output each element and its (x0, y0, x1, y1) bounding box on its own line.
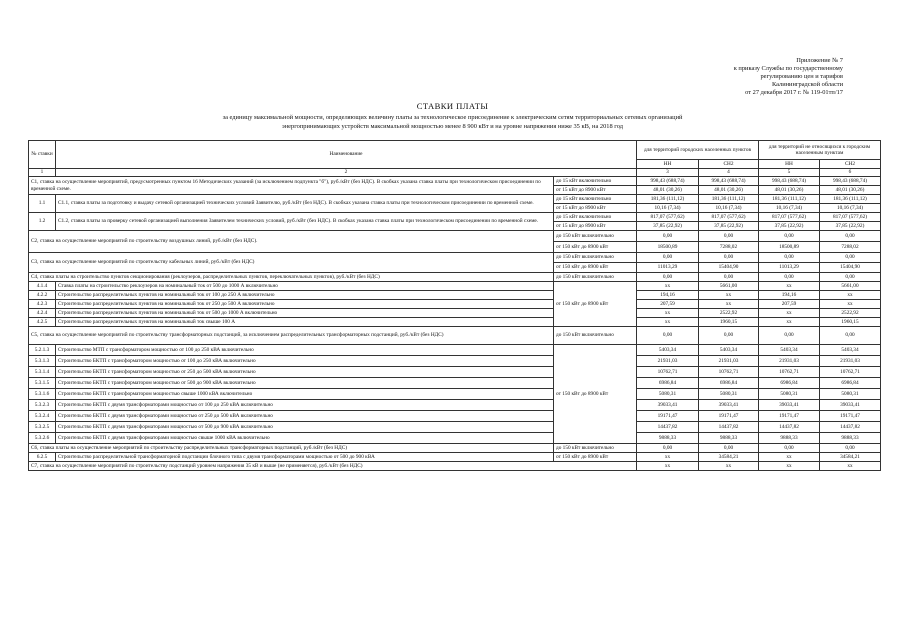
range-cell: до 15 кВт включительно (554, 213, 637, 222)
value-cell: 0,00 (759, 253, 820, 263)
value-cell: 39033,41 (759, 400, 820, 411)
value-cell: 817,07 (577,62) (820, 213, 881, 222)
value-cell: 19171,47 (759, 411, 820, 422)
range-cell: от 15 кВт до 8900 кВт (554, 186, 637, 195)
value-cell: 5080,31 (637, 389, 699, 400)
value-cell: 0,00 (637, 327, 699, 345)
value-cell: 10762,71 (759, 367, 820, 378)
sub-name: Строительство БКТП с двумя трансформаторами мощностью от 250 до 500 кВА включительно (56, 411, 554, 422)
sub-number: 5.3.1.6 (29, 389, 56, 400)
rates-table (28, 140, 881, 471)
range-cell: до 150 кВт включительно (554, 253, 637, 263)
value-cell: 0,00 (637, 231, 699, 242)
value-cell: 998,43 (688,74) (637, 177, 699, 186)
sub-number: 5.3.2.3 (29, 400, 56, 411)
sub-number: 5.2.1.3 (29, 345, 56, 356)
value-cell: 181,36 (111,12) (820, 195, 881, 204)
value-cell: 48,01 (30,26) (759, 186, 820, 195)
value-cell: 0,00 (820, 327, 881, 345)
range-cell: от 150 кВт до 8900 кВт (554, 282, 637, 327)
header-number: № ставки (29, 141, 56, 169)
value-cell: 19171,47 (820, 411, 881, 422)
value-cell: 0,00 (820, 231, 881, 242)
value-cell: 48,01 (30,26) (820, 186, 881, 195)
sub-name: Строительство распределительных пунктов на номинальный ток от 250 до 500 А включительно (56, 300, 554, 309)
range-cell: от 15 кВт до 8900 кВт (554, 222, 637, 231)
value-cell: 10762,71 (637, 367, 699, 378)
column-index: 4 (699, 169, 759, 177)
value-cell: 34584,21 (699, 453, 759, 462)
value-cell: 10,16 (7,34) (637, 204, 699, 213)
rate-c4-name: С4, ставка платы на строительство пунктов секционирования (реклоузеров, распределительных пунктов, переключательных пунктов), руб./кВт (без НДС) (29, 273, 554, 282)
value-cell: 5661,00 (699, 282, 759, 291)
header-sn2: СН2 (699, 160, 759, 169)
value-cell: 0,00 (699, 253, 759, 263)
rate-c7-name: С7, ставка на осуществление мероприятий по строительству подстанций уровнем напряжения 35 кВ и выше (не применяется), руб./кВт (без НДС) (29, 462, 637, 471)
value-cell: 0,00 (699, 231, 759, 242)
value-cell: 10,16 (7,34) (759, 204, 820, 213)
value-cell: 9888,33 (820, 433, 881, 444)
value-cell: 18500,89 (637, 242, 699, 253)
value-cell: 34584,21 (820, 453, 881, 462)
header-rural: для территорий не относящихся к городским населенным пунктам (759, 141, 881, 160)
value-cell: 2522,92 (699, 309, 759, 318)
value-cell: 5080,31 (820, 389, 881, 400)
value-cell: 7288,02 (820, 242, 881, 253)
rate-c12-name: С1.2, ставка платы за проверку сетевой организацией выполнения Заявителем технических условий, руб./кВт (без НДС). В скобках указана ставка платы при технологическом присоединении по временной схеме. (56, 213, 554, 231)
value-cell: 0,00 (699, 444, 759, 453)
value-cell: 15404,90 (699, 263, 759, 273)
value-cell: 37,85 (22,92) (699, 222, 759, 231)
value-cell: 6986,84 (699, 378, 759, 389)
value-cell: 817,07 (577,62) (699, 213, 759, 222)
value-cell: 181,36 (111,12) (637, 195, 699, 204)
value-cell: хх (759, 309, 820, 318)
value-cell: 998,43 (688,74) (759, 177, 820, 186)
value-cell: 39033,41 (699, 400, 759, 411)
value-cell: 14437,82 (820, 422, 881, 433)
value-cell: 181,36 (111,12) (759, 195, 820, 204)
header-line: регулированию цен и тарифов (760, 73, 843, 81)
value-cell: 39033,41 (820, 400, 881, 411)
value-cell: 207,59 (637, 300, 699, 309)
range-cell: от 15 кВт до 8900 кВт (554, 204, 637, 213)
value-cell: 5080,31 (699, 389, 759, 400)
rate-c2-name: С2, ставка на осуществление мероприятий по строительству воздушных линий, руб./кВт (без НДС). (29, 231, 554, 253)
value-cell: 10,16 (7,34) (820, 204, 881, 213)
value-cell: 21931,03 (637, 356, 699, 367)
value-cell: 10762,71 (820, 367, 881, 378)
value-cell: 0,00 (637, 444, 699, 453)
sub-number: 5.3.1.4 (29, 367, 56, 378)
value-cell: 37,85 (22,92) (820, 222, 881, 231)
value-cell: 1960,15 (699, 318, 759, 327)
value-cell: хх (820, 462, 881, 471)
value-cell: 14437,82 (759, 422, 820, 433)
sub-name: Ставка платы на строительство реклоузеров на номинальный ток от 500 до 1000 А включительно (56, 282, 554, 291)
sub-number: 6.2.5 (29, 453, 56, 462)
subtitle-line: за единицу максимальной мощности, определяющих величину платы за технологическое присоединение к электрическим сетям территориальных сетевых организаций (222, 114, 683, 121)
value-cell: 0,00 (699, 273, 759, 282)
sub-name: Строительство распределительных пунктов на номинальный ток свыше 100 А (56, 318, 554, 327)
header-hn: НН (759, 160, 820, 169)
sub-number: 4.2.5 (29, 318, 56, 327)
range-cell: до 150 кВт включительно (554, 327, 637, 345)
value-cell: 14437,82 (637, 422, 699, 433)
value-cell: 7288,02 (699, 242, 759, 253)
sub-number: 4.2.4 (29, 309, 56, 318)
sub-number: 5.3.2.4 (29, 411, 56, 422)
value-cell: 5661,00 (820, 282, 881, 291)
value-cell: хх (820, 291, 881, 300)
value-cell: 0,00 (759, 444, 820, 453)
value-cell: хх (759, 282, 820, 291)
header-line: Калининградской области (771, 81, 843, 89)
document-subtitle (175, 114, 730, 131)
sub-number: 5.3.1.5 (29, 378, 56, 389)
value-cell: 0,00 (759, 327, 820, 345)
sub-name: Строительство МТП с трансформатором мощностью от 100 до 250 кВА включительно (56, 345, 554, 356)
value-cell: 181,36 (111,12) (699, 195, 759, 204)
range-cell: до 15 кВт включительно (554, 195, 637, 204)
value-cell: 37,85 (22,92) (637, 222, 699, 231)
value-cell: 14437,82 (699, 422, 759, 433)
sub-number: 4.2.3 (29, 300, 56, 309)
value-cell: 817,07 (577,62) (637, 213, 699, 222)
value-cell: 0,00 (820, 273, 881, 282)
header-hn: НН (637, 160, 699, 169)
value-cell: 11013,29 (759, 263, 820, 273)
value-cell: 9888,33 (759, 433, 820, 444)
value-cell: 21931,03 (759, 356, 820, 367)
value-cell: 6986,84 (820, 378, 881, 389)
value-cell: 18500,89 (759, 242, 820, 253)
sub-name: Строительство БКТП с трансформатором мощностью от 500 до 900 кВА включительно (56, 378, 554, 389)
sub-name: Строительство БКТП с трансформатором мощностью от 250 до 500 кВА включительно (56, 367, 554, 378)
value-cell: 0,00 (637, 253, 699, 263)
header-line: от 27 декабря 2017 г. № 119-01тп/17 (745, 89, 843, 97)
column-index: 3 (637, 169, 699, 177)
value-cell: хх (759, 453, 820, 462)
value-cell: хх (820, 300, 881, 309)
range-cell: до 150 кВт включительно (554, 444, 637, 453)
sub-name: Строительство БКТП с двумя трансформаторами мощностью от 500 до 900 кВА включительно (56, 422, 554, 433)
approval-header (734, 57, 843, 97)
rate-c5-name: С5, ставка на осуществление мероприятий по строительству трансформаторных подстанций, за исключением распределительных трансформаторных подстанций, руб./кВт (без НДС) (29, 327, 554, 345)
rate-c11-name: С1.1, ставка платы за подготовку и выдачу сетевой организацией технических условий Заявителю, руб./кВт (без НДС). В скобках указана ставка платы при технологическом присоединении по временной схеме. (56, 195, 554, 213)
range-cell: до 150 кВт включительно (554, 231, 637, 242)
range-cell: до 150 кВт включительно (554, 273, 637, 282)
value-cell: 0,00 (637, 273, 699, 282)
rate-number: 1.2 (29, 213, 56, 231)
value-cell: 21931,03 (820, 356, 881, 367)
value-cell: 5403,34 (637, 345, 699, 356)
column-index: 5 (759, 169, 820, 177)
value-cell: хх (699, 462, 759, 471)
value-cell: 48,01 (30,26) (637, 186, 699, 195)
value-cell: хх (637, 309, 699, 318)
range-cell: от 150 кВт до 8900 кВт (554, 345, 637, 444)
value-cell: 5403,34 (820, 345, 881, 356)
header-name: Наименование (56, 141, 637, 169)
value-cell: 817,07 (577,62) (759, 213, 820, 222)
column-index: 1 (29, 169, 56, 177)
value-cell: хх (759, 462, 820, 471)
value-cell: 9888,33 (637, 433, 699, 444)
header-city: для территорий городских населенных пунктов (637, 141, 759, 160)
subtitle-line: энергопринимающих устройств максимальной мощностью менее 8 900 кВт и на уровне напряжения ниже 35 кВ, на 2018 год (282, 122, 623, 130)
value-cell: 48,01 (30,26) (699, 186, 759, 195)
value-cell: 19171,47 (699, 411, 759, 422)
range-cell: от 150 кВт до 8900 кВт (554, 453, 637, 462)
value-cell: 998,43 (688,74) (820, 177, 881, 186)
value-cell: 19171,47 (637, 411, 699, 422)
value-cell: хх (637, 462, 699, 471)
value-cell: хх (699, 291, 759, 300)
document-title: СТАВКИ ПЛАТЫ (416, 101, 489, 111)
value-cell: 10,16 (7,34) (699, 204, 759, 213)
sub-name: Строительство БКТП с трансформатором мощностью свыше 1000 кВА включительно (56, 389, 554, 400)
value-cell: 0,00 (820, 253, 881, 263)
value-cell: 207,59 (759, 300, 820, 309)
value-cell: 21931,03 (699, 356, 759, 367)
value-cell: 10762,71 (699, 367, 759, 378)
value-cell: 5080,31 (759, 389, 820, 400)
sub-name: Строительство распределительной трансформаторной подстанции блочного типа с двумя трансформаторами мощностью от 500 до 900 кВА (56, 453, 554, 462)
value-cell: 6986,84 (637, 378, 699, 389)
value-cell: 6986,84 (759, 378, 820, 389)
sub-number: 4.2.2 (29, 291, 56, 300)
value-cell: хх (699, 300, 759, 309)
value-cell: 5403,34 (699, 345, 759, 356)
value-cell: 0,00 (759, 231, 820, 242)
sub-name: Строительство распределительных пунктов на номинальный ток от 500 до 1000 А включительно (56, 309, 554, 318)
sub-number: 4.1.4 (29, 282, 56, 291)
range-cell: до 15 кВт включительно (554, 177, 637, 186)
rate-number: 1.1 (29, 195, 56, 213)
value-cell: 1960,15 (820, 318, 881, 327)
value-cell: 37,85 (22,92) (759, 222, 820, 231)
value-cell: 11013,29 (637, 263, 699, 273)
range-cell: от 150 кВт до 8900 кВт (554, 263, 637, 273)
value-cell: 9888,33 (699, 433, 759, 444)
sub-name: Строительство БКТП с двумя трансформаторами мощностью от 100 до 250 кВА включительно (56, 400, 554, 411)
value-cell: 194,16 (759, 291, 820, 300)
value-cell: хх (637, 453, 699, 462)
rate-c3-name: С3, ставка на осуществление мероприятий по строительству кабельных линий, руб./кВт (без НДС) (29, 253, 554, 273)
sub-number: 5.3.2.5 (29, 422, 56, 433)
range-cell: от 150 кВт до 8900 кВт (554, 242, 637, 253)
value-cell: 39033,41 (637, 400, 699, 411)
sub-name: Строительство БКТП с двумя трансформаторами мощностью свыше 1000 кВА включительно (56, 433, 554, 444)
value-cell: хх (637, 282, 699, 291)
value-cell: 2522,92 (820, 309, 881, 318)
sub-number: 5.3.1.3 (29, 356, 56, 367)
value-cell: 0,00 (820, 444, 881, 453)
column-index: 6 (820, 169, 881, 177)
value-cell: 5403,34 (759, 345, 820, 356)
sub-number: 5.3.2.6 (29, 433, 56, 444)
sub-name: Строительство БКТП с трансформатором мощностью от 100 до 250 кВА включительно (56, 356, 554, 367)
value-cell: хх (759, 318, 820, 327)
column-index: 2 (56, 169, 637, 177)
value-cell: 194,16 (637, 291, 699, 300)
value-cell: хх (637, 318, 699, 327)
rate-c1-name: С1, ставка на осуществление мероприятий, предусмотренных пунктом 16 Методических указаний (за исключением подпункта "б"), руб./кВт (без НДС). В скобках указана ставка платы при технологическом присоединении по временной схеме. (29, 177, 554, 195)
header-line: Приложение № 7 (796, 57, 843, 64)
value-cell: 15404,90 (820, 263, 881, 273)
rate-c6-name: С6, ставка платы на осуществление мероприятий по строительству распределительных трансформаторных подстанций, руб./кВт (без НДС) (29, 444, 554, 453)
sub-name: Строительство распределительных пунктов на номинальный ток от 100 до 250 А включительно (56, 291, 554, 300)
value-cell: 0,00 (699, 327, 759, 345)
value-cell: 998,43 (688,74) (699, 177, 759, 186)
header-sn2: СН2 (820, 160, 881, 169)
header-line: к приказу Службы по государственному (733, 65, 843, 73)
value-cell: 0,00 (759, 273, 820, 282)
